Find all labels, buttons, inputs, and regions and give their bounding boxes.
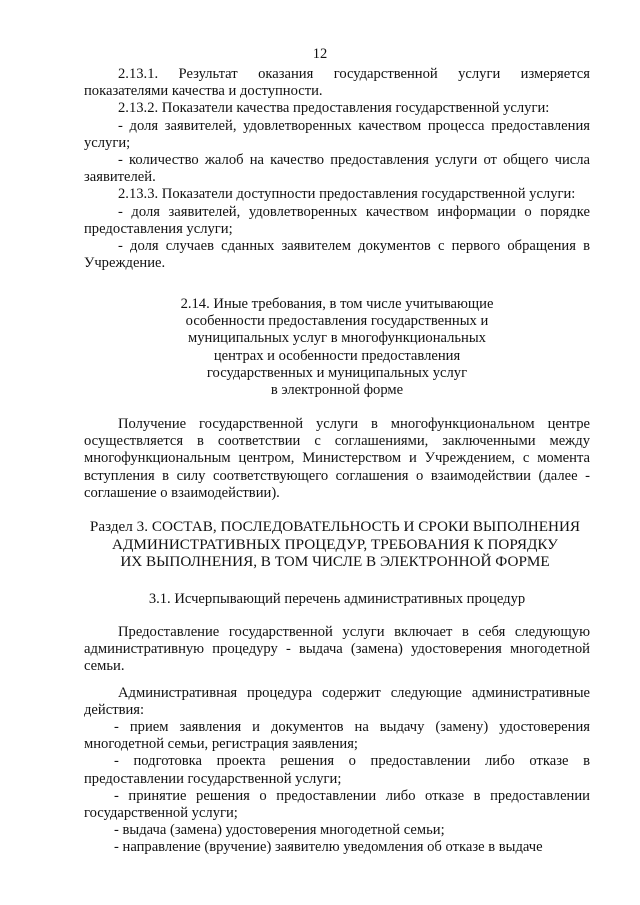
section-3-heading [70,518,600,571]
action-item: - подготовка проекта решения о предоставлении либо отказе в предоставлении государственной услуги; [84,753,590,787]
heading-2-14-line: 2.14. Иные требования, в том числе учитывающие [180,296,494,312]
paragraph-2-13-2: 2.13.2. Показатели качества предоставления государственной услуги: [118,100,550,117]
section-3-heading-line: ИХ ВЫПОЛНЕНИЯ, В ТОМ ЧИСЛЕ В ЭЛЕКТРОННОЙ ФОРМЕ [120,553,550,571]
heading-2-14-line: государственных и муниципальных услуг [206,364,468,381]
heading-3-1-block [84,591,590,608]
heading-2-14-line: муниципальных услуг в многофункциональных [188,330,486,347]
section-3-heading-line: Раздел 3. СОСТАВ, ПОСЛЕДОВАТЕЛЬНОСТЬ И СРОКИ ВЫПОЛНЕНИЯ [89,518,581,535]
action-item: - принятие решения о предоставлении либо отказе в предоставлении государственной услуги; [84,787,590,822]
heading-3-1: 3.1. Исчерпывающий перечень административных процедур [148,591,526,607]
heading-2-14-line: в электронной форме [270,382,404,399]
page-number: 12 [312,46,328,62]
action-item: - выдача (замена) удостоверения многодетной семьи; [114,822,445,839]
paragraph-actions: Административная процедура содержит следующие административные действия: [84,684,590,718]
paragraph-2-13-3: 2.13.3. Показатели доступности предоставления государственной услуги: [118,186,576,203]
bullet-quality-1: - доля заявителей, удовлетворенных качеством процесса предоставления услуги; [84,117,590,151]
procedures-block [84,624,590,857]
heading-2-14-line: центрах и особенности предоставления [213,347,461,364]
mfc-block [84,416,590,502]
section-3-heading-line: АДМИНИСТРАТИВНЫХ ПРОЦЕДУР, ТРЕБОВАНИЯ К ПОРЯДКУ [112,535,558,553]
bullet-access-2: - доля случаев сданных заявителем документов с первого обращения в Учреждение. [84,238,590,272]
heading-2-14 [84,296,590,399]
heading-2-14-line: особенности предоставления государственных и [185,313,489,330]
paragraph-mfc: Получение государственной услуги в многофункциональном центре осуществляется в соответствии с соглашениями, заключенными между многофункциональным центром, Министерством и Учреждением, с момента вступления в силу соответствующего соглашения о взаимодействии (далее - соглашение о взаимодействии). [84,416,590,501]
paragraph-2-13-1: 2.13.1. Результат оказания государственной услуги измеряется показателями качества и доступности. [84,66,590,100]
quality-indicators-block [84,66,590,272]
paragraph-provision: Предоставление государственной услуги включает в себя следующую административную процедуру - выдача (замена) удостоверения многодетной семьи. [84,624,590,675]
bullet-quality-2: - количество жалоб на качество предоставления услуги от общего числа заявителей. [84,152,590,186]
bullet-access-1: - доля заявителей, удовлетворенных качеством информации о порядке предоставления услуги; [84,203,590,237]
action-item: - направление (вручение) заявителю уведомления об отказе в выдаче [114,839,543,856]
action-item: - прием заявления и документов на выдачу (замену) удостоверения многодетной семьи, регистрация заявления; [84,719,590,753]
